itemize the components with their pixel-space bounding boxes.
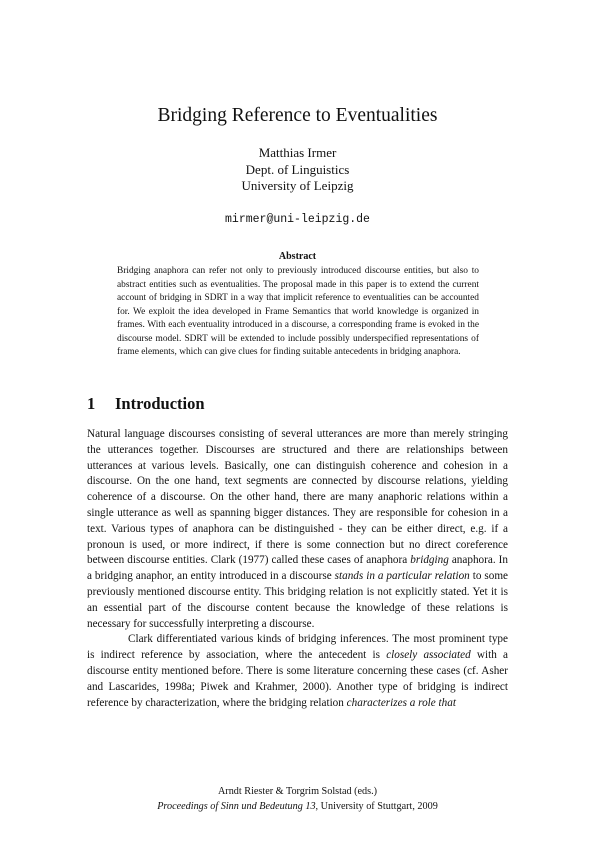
emphasis: characterizes a role that [346, 696, 456, 709]
author-block [0, 145, 595, 195]
footer-proceedings-line [0, 800, 595, 815]
text-run: with a discourse entity mentioned before. There is some literature concerning these cases (cf. Asher and Lascarides, 1998a; Piwek and Krahmer, 2000). Another type of bridging is indirect reference by characterization, where the bridging relation [87, 649, 508, 709]
author-name: Matthias Irmer [258, 145, 337, 160]
author-email: mirmer@uni-leipzig.de [225, 213, 370, 226]
text-run: anaphora. In a bridging anaphor, an entity introduced in a discourse [87, 554, 508, 583]
abstract-text: Bridging anaphora can refer not only to previously introduced discourse entities, but also to abstract entities such as eventualities. The proposal made in this paper is to extend the current account of bridging in SDRT in a way that implicit reference to eventualities can be accounted for. We exploit the idea developed in Frame Semantics that world knowledge is organized in frames. With each eventuality introduced in a discourse, a corresponding frame is evoked in the discourse model. SDRT will be extended to include possibly underspecified representations of frame elements, which can give clues for finding suitable antecedents in bridging anaphora. [117, 266, 479, 357]
section-title: Introduction [115, 394, 205, 413]
section-number: 1 [87, 394, 96, 413]
footer-proceedings: Proceedings of Sinn und Bedeutung 13 [157, 800, 316, 812]
emphasis: bridging [410, 554, 449, 567]
emphasis: stands in a particular relation [334, 570, 470, 583]
text-run: Natural language discourses consisting of several utterances are more than merely stringing the utterances together. Discourses are structured and there are relationships between utterances at various levels. Basically, one can distinguish coherence and cohesion in a discourse. On the one hand, text segments are connected by discourse relations, yielding coherence of a discourse. On the other hand, there are many anaphoric relations within a single utterance as well as spanning bigger distances. They are responsible for cohesion in a text. Various types of anaphora can be distinguished - they can be either direct, e.g. if a pronoun is used, or more indirect, if there is some connection but no direct coreference between discourse entities. Clark (1977) called these cases of anaphora [87, 428, 508, 567]
paper-title: Bridging Reference to Eventualities [157, 105, 438, 126]
body-text [87, 427, 508, 711]
body-paragraph-1 [87, 427, 508, 632]
author-university: University of Leipzig [241, 178, 354, 193]
text-run: Clark differentiated various kinds of bridging inferences. The most prominent type is indirect reference by association, where the antecedent is [87, 633, 508, 662]
emphasis: closely associated [386, 649, 471, 662]
footer-venue: , University of Stuttgart, 2009 [315, 800, 438, 812]
footer-editors: Arndt Riester & Torgrim Solstad (eds.) [217, 786, 378, 797]
body-paragraph-2 [87, 632, 508, 711]
page-footer [0, 785, 595, 814]
abstract-heading: Abstract [278, 251, 317, 262]
author-department: Dept. of Linguistics [245, 161, 350, 177]
text-run: to some previously mentioned discourse entity. This bridging relation is not explicitly stated. Yet it is an essential part of the discourse content because the knowledge of these relations is necessary for successfully interpreting a discourse. [87, 570, 508, 630]
section-heading [87, 393, 205, 415]
